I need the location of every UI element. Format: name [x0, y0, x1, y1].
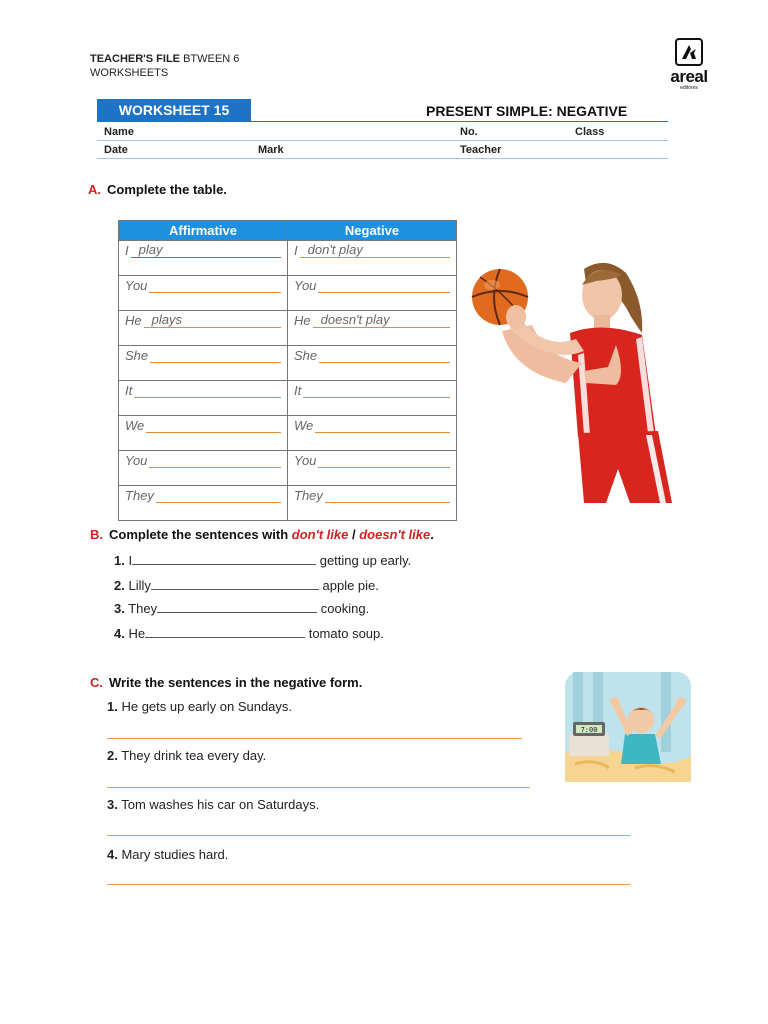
section-b-heading — [90, 527, 434, 542]
cell-line — [125, 243, 281, 258]
verb-table — [118, 220, 457, 521]
worksheet-number-badge: WORKSHEET 15 — [97, 99, 251, 121]
verb-table-row — [119, 381, 457, 416]
b-item-ending: cooking. — [320, 601, 370, 616]
cell-line — [125, 348, 281, 363]
b-item-number: 1. — [114, 553, 125, 568]
negative-cell — [288, 381, 457, 416]
verb-table-row — [119, 276, 457, 311]
pronoun-label: I — [125, 243, 129, 258]
teachers-file-label — [90, 53, 239, 65]
answer-blank[interactable] — [315, 418, 450, 433]
negative-cell — [288, 416, 457, 451]
answer-blank[interactable] — [149, 453, 281, 468]
affirmative-cell — [119, 346, 288, 381]
pronoun-label: He — [294, 313, 311, 328]
b-item-subject: They — [128, 601, 158, 616]
affirmative-cell — [119, 381, 288, 416]
b-item-3 — [114, 600, 369, 616]
negative-cell — [288, 346, 457, 381]
instruction-period: . — [430, 527, 434, 542]
verb-table-row — [119, 451, 457, 486]
answer-blank[interactable] — [318, 278, 450, 293]
c-item-1 — [107, 699, 292, 714]
teacher-field-label: Teacher — [460, 144, 502, 156]
title-rule — [97, 121, 668, 122]
number-field-label: No. — [460, 126, 478, 138]
cell-line — [125, 313, 281, 328]
answer-blank[interactable] — [303, 383, 450, 398]
b-item-4 — [114, 625, 384, 641]
areal-logo-icon — [675, 38, 703, 66]
answer-blank[interactable] — [156, 488, 281, 503]
areal-logo — [660, 38, 718, 91]
b-answer-blank[interactable] — [151, 577, 319, 590]
c-answer-line[interactable] — [107, 884, 630, 885]
b-item-subject: I — [128, 553, 133, 568]
class-field-label: Class — [575, 126, 605, 138]
c-answer-line[interactable] — [107, 835, 630, 836]
c-item-number: 4. — [107, 847, 118, 862]
option-doesnt-like: doesn't like — [359, 527, 431, 542]
section-b-letter: B. — [90, 527, 103, 542]
affirmative-cell — [119, 241, 288, 276]
verb-table-row — [119, 486, 457, 521]
answer-blank[interactable] — [146, 418, 281, 433]
affirmative-cell — [119, 311, 288, 346]
c-item-4 — [107, 847, 228, 862]
answer-blank[interactable] — [134, 383, 281, 398]
pronoun-label: They — [294, 488, 323, 503]
answer-blank[interactable] — [131, 243, 281, 258]
option-dont-like: don't like — [291, 527, 349, 542]
c-item-sentence: Tom washes his car on Saturdays. — [121, 797, 320, 812]
b-item-number: 2. — [114, 578, 125, 593]
negative-cell — [288, 276, 457, 311]
date-field-label: Date — [104, 144, 128, 156]
mark-field-label: Mark — [258, 144, 284, 156]
cell-line — [125, 453, 281, 468]
alarm-clock-display: 7:00 — [580, 726, 598, 734]
affirmative-cell — [119, 486, 288, 521]
pronoun-label: It — [125, 383, 133, 398]
option-separator: / — [351, 527, 356, 542]
c-answer-line[interactable] — [107, 787, 530, 788]
field-rule-2 — [97, 158, 668, 159]
pronoun-label: I — [294, 243, 298, 258]
answer-blank[interactable] — [313, 313, 450, 328]
answer-blank[interactable] — [300, 243, 450, 258]
negative-cell — [288, 241, 457, 276]
verb-table-row — [119, 416, 457, 451]
answer-blank[interactable] — [325, 488, 450, 503]
cell-line — [125, 278, 281, 293]
pronoun-label: She — [294, 348, 318, 363]
pronoun-label: You — [294, 278, 317, 293]
affirmative-cell — [119, 416, 288, 451]
worksheets-label: WORKSHEETS — [90, 67, 169, 79]
c-item-sentence: They drink tea every day. — [121, 748, 267, 763]
verb-table-body — [119, 241, 457, 521]
pronoun-label: They — [125, 488, 154, 503]
name-field-label: Name — [104, 126, 134, 138]
waking-boy-illustration — [565, 672, 691, 782]
pronoun-label: It — [294, 383, 302, 398]
section-c-instruction: Write the sentences in the negative form. — [109, 675, 363, 690]
c-item-number: 3. — [107, 797, 118, 812]
c-item-number: 1. — [107, 699, 118, 714]
cell-line — [294, 383, 450, 398]
b-item-2 — [114, 577, 379, 593]
answer-text: don't play — [307, 242, 363, 257]
cell-line — [294, 348, 450, 363]
b-item-1 — [114, 552, 411, 568]
negative-column-header: Negative — [288, 221, 457, 241]
affirmative-cell — [119, 451, 288, 486]
pronoun-label: She — [125, 348, 149, 363]
cell-line — [125, 383, 281, 398]
cell-line — [125, 488, 281, 503]
negative-cell — [288, 311, 457, 346]
b-item-ending: tomato soup. — [308, 626, 384, 641]
logo-subtext: editores — [680, 85, 698, 91]
b-answer-blank[interactable] — [145, 625, 305, 638]
field-rule-1 — [97, 140, 668, 141]
affirmative-column-header: Affirmative — [119, 221, 288, 241]
teachers-file-text: TEACHER'S FILE — [90, 53, 181, 65]
section-c-letter: C. — [90, 675, 103, 690]
c-answer-line[interactable] — [107, 738, 522, 739]
verb-table-row — [119, 241, 457, 276]
b-item-ending: getting up early. — [319, 553, 412, 568]
negative-cell — [288, 451, 457, 486]
negative-cell — [288, 486, 457, 521]
b-answer-blank[interactable] — [157, 600, 317, 613]
basketball-girl-illustration — [466, 255, 678, 505]
c-item-number: 2. — [107, 748, 118, 763]
cell-line — [294, 278, 450, 293]
cell-line — [125, 418, 281, 433]
answer-blank[interactable] — [150, 348, 281, 363]
section-a-letter: A. — [88, 182, 101, 197]
pronoun-label: You — [125, 453, 148, 468]
worksheet-topic-title: PRESENT SIMPLE: NEGATIVE — [426, 103, 628, 119]
answer-blank[interactable] — [149, 278, 281, 293]
series-text: BTWEEN 6 — [183, 53, 240, 65]
pronoun-label: He — [125, 313, 142, 328]
c-item-sentence: He gets up early on Sundays. — [121, 699, 293, 714]
answer-text: play — [138, 242, 163, 257]
cell-line — [294, 453, 450, 468]
answer-blank[interactable] — [318, 453, 450, 468]
b-item-subject: Lilly — [128, 578, 151, 593]
b-item-subject: He — [128, 626, 146, 641]
b-item-ending: apple pie. — [322, 578, 379, 593]
verb-table-row — [119, 311, 457, 346]
answer-text: doesn't play — [320, 312, 390, 327]
section-a-heading — [88, 182, 227, 197]
answer-blank[interactable] — [144, 313, 281, 328]
affirmative-cell — [119, 276, 288, 311]
cell-line — [294, 418, 450, 433]
section-a-instruction: Complete the table. — [107, 182, 227, 197]
answer-text: plays — [151, 312, 182, 327]
pronoun-label: You — [294, 453, 317, 468]
b-answer-blank[interactable] — [132, 552, 316, 565]
logo-wordmark: areal — [670, 67, 708, 86]
pronoun-label: You — [125, 278, 148, 293]
section-b-instruction: Complete the sentences with — [109, 527, 289, 542]
pronoun-label: We — [294, 418, 314, 433]
c-item-sentence: Mary studies hard. — [121, 847, 229, 862]
cell-line — [294, 313, 450, 328]
cell-line — [294, 488, 450, 503]
section-c-heading — [90, 675, 362, 690]
b-item-number: 3. — [114, 601, 125, 616]
answer-blank[interactable] — [319, 348, 450, 363]
pronoun-label: We — [125, 418, 145, 433]
c-item-3 — [107, 797, 319, 812]
c-item-2 — [107, 748, 266, 763]
verb-table-row — [119, 346, 457, 381]
cell-line — [294, 243, 450, 258]
b-item-number: 4. — [114, 626, 125, 641]
